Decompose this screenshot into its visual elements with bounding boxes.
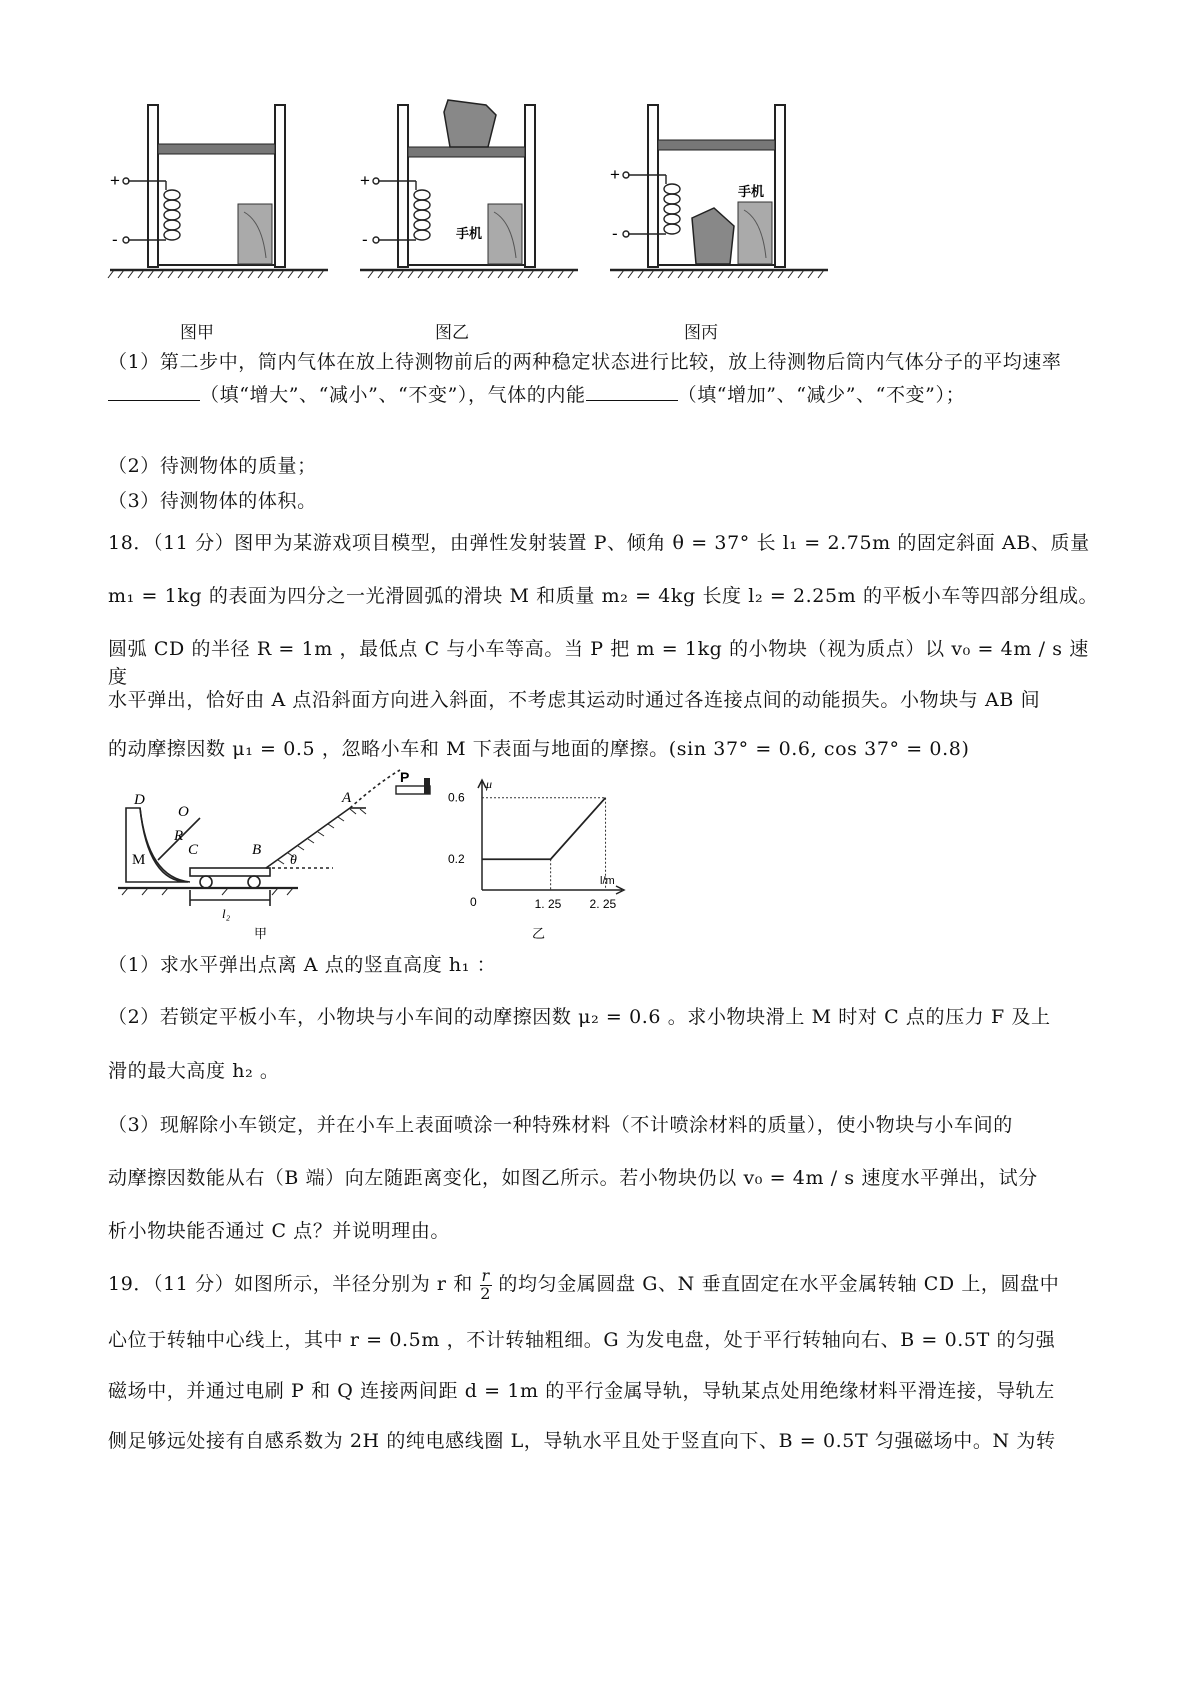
q17-blank-2[interactable] xyxy=(586,382,678,401)
frac-denominator: 2 xyxy=(480,1283,492,1303)
q18-line3: 圆弧 CD 的半径 R = 1m ，最低点 C 与小车等高。当 P 把 m = 1kg 的小物块（视为质点）以 v₀ = 4m / s 速度 xyxy=(108,638,1089,688)
y-axis-label: μ xyxy=(486,777,493,791)
caption-jia: 图甲 xyxy=(180,323,214,343)
yi-minus: - xyxy=(362,230,368,249)
q18-line5: 的动摩擦因数 μ₁ = 0.5 ，忽略小车和 M 下表面与地面的摩擦。(sin 37° = 0.6, cos 37° = 0.8) xyxy=(108,738,970,760)
yi-plus: + xyxy=(360,171,370,190)
jia-plus: + xyxy=(110,171,120,190)
q17-part3: （3）待测物体的体积。 xyxy=(108,490,317,512)
q17-blank-1[interactable] xyxy=(108,382,200,401)
label-O: O xyxy=(178,804,189,820)
label-C: C xyxy=(188,842,199,858)
q18-sub2-line2: 滑的最大高度 h₂ 。 xyxy=(108,1060,280,1082)
q19-line3: 磁场中，并通过电刷 P 和 Q 连接两间距 d = 1m 的平行金属导轨，导轨某点处用绝缘材料平滑连接，导轨左 xyxy=(108,1380,1055,1402)
label-theta: θ xyxy=(290,853,297,868)
y-tick-label: 0.2 xyxy=(448,852,465,867)
q19-line1-text-a: 19．（11 分）如图所示，半径分别为 r 和 xyxy=(108,1273,473,1295)
figure-bing xyxy=(610,100,840,285)
q18-line2: m₁ = 1kg 的表面为四分之一光滑圆弧的滑块 M 和质量 m₂ = 4kg 长度 l₂ = 2.25m 的平板小车等四部分组成。 xyxy=(108,585,1099,607)
figure-jia xyxy=(110,100,330,285)
apparatus-figures xyxy=(110,100,1110,340)
q18-sub2-line1: （2）若锁定平板小车，小物块与小车间的动摩擦因数 μ₂ = 0.6 。求小物块滑上 M 时对 C 点的压力 F 及上 xyxy=(108,1006,1051,1028)
yi-phone-label: 手机 xyxy=(456,227,483,242)
x-tick-label: 1. 25 xyxy=(534,897,562,911)
q18-sub3-line1: （3）现解除小车锁定，并在小车上表面喷涂一种特殊材料（不计喷涂材料的质量），使小物块与小车间的 xyxy=(108,1114,1013,1136)
bing-minus: - xyxy=(612,224,618,243)
q17-part2: （2）待测物体的质量； xyxy=(108,455,317,477)
label-M: M xyxy=(132,852,146,868)
q17-part1-text-c: （填“增加”、“减少”、“不变”）； xyxy=(677,384,966,406)
q18-sub3-line3: 析小物块能否通过 C 点？并说明理由。 xyxy=(108,1220,451,1242)
caption-fig-yi: 乙 xyxy=(532,927,546,942)
q18-sub3-line2: 动摩擦因数能从右（B 端）向左随距离变化，如图乙所示。若小物块仍以 v₀ = 4m / s 速度水平弹出，试分 xyxy=(108,1167,1038,1189)
bing-phone-label: 手机 xyxy=(738,185,765,200)
bing-plus: + xyxy=(610,165,620,184)
q18-line4: 水平弹出，恰好由 A 点沿斜面方向进入斜面，不考虑其运动时通过各连接点间的动能损失。小物块与 AB 间 xyxy=(108,689,1041,711)
label-D: D xyxy=(134,792,145,808)
q18-figure-jia xyxy=(118,769,438,948)
frac-numerator: r xyxy=(481,1265,490,1285)
fraction-r-over-2 xyxy=(480,1265,492,1303)
label-l2: l₂ xyxy=(222,906,231,921)
q19-line1-text-b: 的均匀金属圆盘 G、N 垂直固定在水平金属转轴 CD 上，圆盘中 xyxy=(498,1273,1060,1295)
q17-part1-text-a: （1）第二步中，筒内气体在放上待测物前后的两种稳定状态进行比较，放上待测物后筒内气体分子的平均速率 xyxy=(108,351,1062,373)
q17-part1 xyxy=(108,346,1104,412)
figure-yi xyxy=(360,100,590,285)
y-tick-label: 0.6 xyxy=(448,790,465,805)
q18-line1: 18．（11 分）图甲为某游戏项目模型，由弹性发射装置 P、倾角 θ = 37° 长 l₁ = 2.75m 的固定斜面 AB、质量 xyxy=(108,532,1090,554)
x-axis-label: l/m xyxy=(600,875,615,887)
label-P: P xyxy=(400,769,410,785)
q18-figure-yi-chart xyxy=(440,778,630,953)
caption-fig-jia: 甲 xyxy=(254,927,268,942)
q19-line4: 侧足够远处接有自感系数为 2H 的纯电感线圈 L，导轨水平且处于竖直向下、B = 0.5T 匀强磁场中。N 为转 xyxy=(108,1430,1056,1452)
caption-bing: 图丙 xyxy=(684,323,718,343)
label-A: A xyxy=(342,790,352,806)
q19-line2: 心位于转轴中心线上，其中 r = 0.5m ，不计转轴粗细。G 为发电盘，处于平行转轴向右、B = 0.5T 的匀强 xyxy=(108,1329,1056,1351)
q19-line1 xyxy=(108,1262,1104,1306)
caption-yi: 图乙 xyxy=(435,323,469,343)
origin-label: 0 xyxy=(470,895,477,909)
x-tick-label: 2. 25 xyxy=(589,897,617,911)
q17-part1-text-b: （填“增大”、“减小”、“不变”），气体的内能 xyxy=(200,384,586,406)
jia-minus: - xyxy=(112,230,118,249)
label-R: R xyxy=(174,828,184,844)
label-B: B xyxy=(252,842,262,858)
q18-sub1: （1）求水平弹出点离 A 点的竖直高度 h₁ ： xyxy=(108,954,497,976)
mu-vs-l-series-line xyxy=(482,798,606,860)
